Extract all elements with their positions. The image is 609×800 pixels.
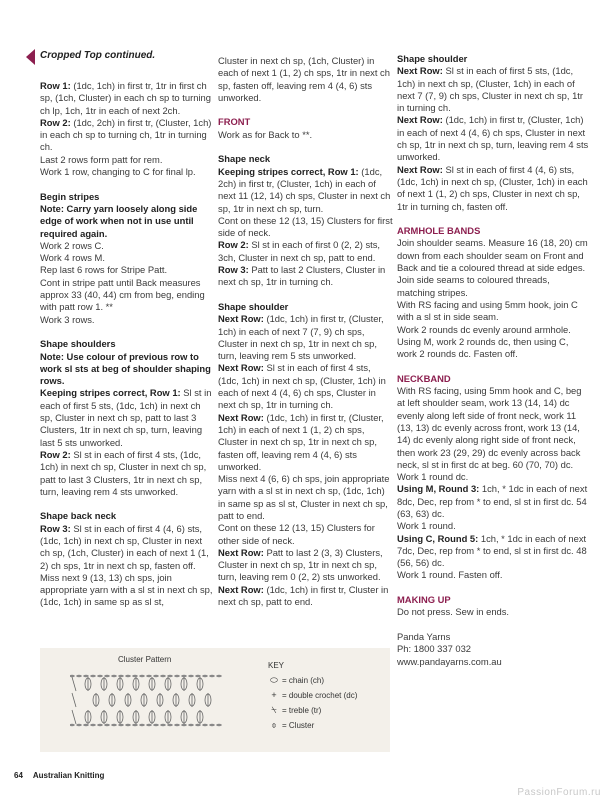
treble-mark [72, 710, 76, 724]
section [40, 338, 214, 498]
key-entry [268, 718, 357, 733]
instruction-text: (1dc, 1ch) in first tr, (Cluster, 1ch) in each of next 7 (7, 9) ch sps, Cluster in next ch sp, 1tr in next ch sp, turn, leaving rem 5 sts unworked. [218, 313, 384, 362]
instruction-paragraph [397, 65, 589, 114]
instruction-paragraph [40, 387, 214, 448]
chain-mark [125, 675, 131, 678]
instruction-text: (1dc, 2ch) in first tr, (Cluster, 1ch) in each of next 11 (12, 14) ch sps, Cluster in next ch sp, 1tr in next ch sp, turn. [218, 165, 391, 214]
instruction-label: Row 3: [218, 264, 249, 276]
instruction-text: With RS facing and using 5mm hook, join C with a sl st in side seam. [397, 298, 578, 323]
instruction-label: Keeping stripes correct, Row 1: [40, 387, 181, 399]
instruction-text: Miss next 4 (6, 6) ch sps, join appropriate yarn with a sl st in next ch sp, (1dc, 1ch) in same sp as sl st, Cluster in next ch sp, patt to end. [218, 473, 390, 521]
instruction-paragraph [40, 252, 214, 264]
section-heading: Shape back neck [40, 510, 117, 522]
instruction-paragraph [40, 277, 214, 314]
section [218, 116, 393, 141]
section [397, 594, 589, 619]
treble-mark [72, 677, 76, 691]
instruction-paragraph [397, 533, 589, 570]
chain-icon: ⬭ [270, 675, 278, 685]
chain-mark [153, 724, 159, 727]
instruction-text: Do not press. Sew in ends. [397, 606, 510, 618]
instruction-text: Sl st in each of first 4 sts, (1dc, 1ch) in next ch sp, Cluster in next ch sp, patt to last 3 Clusters, 1tr in next ch sp, turn, leaving rem 4 sts unworked. [40, 448, 207, 497]
chain-mark [118, 675, 124, 678]
chain-mark [70, 724, 75, 727]
instruction-label: Note: Use colour of previous row to work sl sts at beg of shoulder shaping rows. [40, 350, 211, 387]
instruction-text: Last 2 rows form patt for rem. [40, 153, 163, 165]
instruction-label: Next Row: [218, 313, 264, 325]
diagram-key [268, 658, 357, 733]
chain-mark [216, 675, 222, 678]
instruction-paragraph [397, 471, 589, 483]
instruction-text: 1ch, * 1dc in each of next 7dc, Dec, rep from * to end, sl st in first dc. 48 (56, 56) dc. [397, 532, 587, 569]
chain-mark [76, 724, 82, 727]
chain-mark [181, 724, 187, 727]
instruction-text: Panda Yarns [397, 630, 451, 642]
chain-mark [104, 675, 110, 678]
column-3 [397, 53, 589, 680]
instruction-text: Cont on these 12 (13, 15) Clusters for first side of neck. [218, 214, 393, 239]
instruction-text: Using M, work 2 rounds dc, then using C, work 2 rounds dc. Fasten off. [397, 335, 569, 360]
instruction-paragraph [40, 80, 214, 117]
instruction-text: Cont on these 12 (13, 15) Clusters for other side of neck. [218, 522, 375, 546]
instruction-paragraph [397, 237, 589, 298]
instruction-paragraph [218, 264, 393, 289]
instruction-text: Rep last 6 rows for Stripe Patt. [40, 264, 168, 276]
section-heading: MAKING UP [397, 594, 451, 606]
instruction-text: Patt to last 2 Clusters, Cluster in next ch sp, 1tr in turning ch. [218, 264, 386, 288]
chain-mark [209, 724, 215, 727]
treble-icon: ⍀ [271, 705, 277, 715]
section [218, 301, 393, 608]
key-label: = treble (tr) [282, 706, 322, 715]
page-footer [14, 771, 112, 780]
instruction-paragraph [397, 299, 589, 324]
chain-mark [111, 724, 117, 727]
section [218, 55, 393, 104]
chain-mark [167, 675, 173, 678]
instruction-paragraph [218, 215, 393, 240]
instruction-text: (1dc, 1ch) in first tr, 1tr in first ch sp, (1ch, Cluster) in each ch sp to turning ch lp, 1ch, 1tr in each of next 2ch. [40, 80, 211, 116]
instruction-text: Work as for Back to **. [218, 128, 313, 140]
instruction-text: With RS facing, using 5mm hook and C, beg at left shoulder seam, work 13 (14, 14) dc evenly along left side of front neck, work 11 (13, 13) dc evenly across front, work 13 (14, 14) dc evenly along right side of front neck, then work 23 (29, 29) dc evenly across back neck, sl st in first dc at beg. 60 (70, 70) dc. [397, 385, 582, 470]
section [218, 153, 393, 288]
continued-arrow-icon [26, 49, 35, 65]
instruction-text: Patt to last 2 (3, 3) Clusters, Cluster in next ch sp, 1tr in next ch sp, turn, leaving rem 0 (2, 2) sts unworked. [218, 546, 383, 583]
chain-mark [160, 724, 166, 727]
instruction-paragraph [40, 523, 214, 572]
instruction-paragraph [40, 572, 214, 609]
instruction-text: 1ch, * 1dc in each of next 8dc, Dec, rep from * to end, sl st in first dc. 54 (63, 63) dc. [397, 483, 588, 519]
chain-mark [97, 724, 103, 727]
instruction-paragraph [40, 154, 214, 166]
chain-mark [111, 675, 117, 678]
chain-mark [209, 675, 215, 678]
key-entry [268, 688, 357, 703]
instruction-paragraph [397, 656, 589, 668]
chain-mark [160, 675, 166, 678]
chain-mark [188, 724, 194, 727]
chain-mark [90, 724, 96, 727]
chain-mark [195, 675, 201, 678]
chain-mark [97, 675, 103, 678]
chain-mark [202, 724, 208, 727]
instruction-label: Row 2: [40, 448, 71, 460]
cluster-icon: ⌽ [271, 720, 277, 730]
cluster-pattern-chart [70, 672, 230, 732]
key-entry [268, 673, 357, 688]
instruction-label: Row 2: [40, 116, 71, 128]
instruction-paragraph [40, 264, 214, 276]
instruction-label: Using M, Round 3: [397, 483, 480, 495]
chain-mark [174, 675, 180, 678]
instruction-paragraph [397, 324, 589, 336]
instruction-paragraph [218, 313, 393, 362]
instruction-paragraph [397, 385, 589, 471]
instruction-label: Next Row: [218, 362, 264, 374]
instruction-label: Next Row: [397, 114, 443, 126]
instruction-label: Row 3: [40, 522, 71, 534]
magazine-name: Australian Knitting [32, 771, 105, 780]
instruction-paragraph [218, 473, 393, 522]
chain-mark [139, 675, 145, 678]
instruction-paragraph [397, 569, 589, 581]
instruction-text: www.pandayarns.com.au [397, 655, 502, 667]
key-entry [268, 703, 357, 718]
instruction-text: Sl st in each of first 4 sts, (1dc, 1ch) in next ch sp, (Cluster, 1ch) in each of next 4 (4, 6) ch sps, Cluster in next ch sp, 1tr in turning ch. [218, 362, 386, 411]
instruction-text: (1dc, 1ch) in first tr, Cluster in next ch sp, patt to end. [218, 583, 389, 608]
chain-mark [118, 724, 124, 727]
instruction-paragraph [397, 336, 589, 361]
instruction-text: Sl st in each of first 0 (2, 2) sts, 3ch, Cluster in next ch sp, patt to end. [218, 239, 381, 263]
section-heading: Begin stripes [40, 190, 100, 202]
chain-mark [139, 724, 145, 727]
chain-mark [146, 675, 152, 678]
section [40, 191, 214, 326]
instruction-paragraph [40, 351, 214, 388]
section [40, 80, 214, 178]
instruction-paragraph [397, 643, 589, 655]
chain-mark [174, 724, 180, 727]
page-title: Cropped Top continued. [40, 50, 156, 61]
instruction-label: Row 1: [40, 80, 71, 91]
instruction-paragraph [218, 129, 393, 141]
instruction-label: Note: Carry yarn loosely along side edge of work when not in use until required again. [40, 202, 198, 239]
instruction-text: Sl st in each of first 4 (4, 6) sts, (1dc, 1ch) in next ch sp, Cluster in next ch sp, (1ch, Cluster) in each of next 1 (1, 2) ch sps, 1tr in next ch sp, fasten off. [40, 522, 209, 571]
instruction-text: (1dc, 2ch) in first tr, (Cluster, 1ch) in each ch sp to turning ch, 1tr in turning ch. [40, 116, 212, 153]
treble-mark [72, 693, 76, 707]
instruction-text: Work 1 round dc. [397, 471, 469, 483]
section-heading: Shape shoulders [40, 338, 116, 350]
instruction-paragraph [218, 55, 393, 104]
instruction-paragraph [218, 239, 393, 264]
instruction-text: Miss next 9 (13, 13) ch sps, join appropriate yarn with a sl st in next ch sp, (1dc, 1ch) in same sp as sl st, [40, 571, 213, 608]
chain-mark [167, 724, 173, 727]
instruction-paragraph [397, 520, 589, 532]
column-1 [40, 80, 214, 621]
instruction-text: Sl st in each of first 4 (4, 6) sts, (1dc, 1ch) in next ch sp, (Cluster, 1ch) in each of next 1 (1, 2) ch sps, Cluster in next ch sp, 1tr in turning ch, fasten off. [397, 163, 588, 212]
instruction-text: (1dc, 1ch) in first tr, (Cluster, 1ch) in each of next 1 (1, 2) ch sps, Cluster in next ch sp, 1tr in next ch sp, fasten off, leaving rem 4 (4, 6) sts unworked. [218, 411, 384, 472]
section [40, 510, 214, 608]
diagram-title: Cluster Pattern [118, 655, 172, 664]
instruction-paragraph [40, 117, 214, 154]
chain-mark [132, 724, 138, 727]
instruction-text: Work 1 row, changing to C for final lp. [40, 166, 196, 178]
chain-mark [188, 675, 194, 678]
instruction-paragraph [397, 164, 589, 213]
section [397, 631, 589, 668]
key-title: KEY [268, 661, 285, 670]
chain-mark [125, 724, 131, 727]
instruction-paragraph [397, 114, 589, 163]
instruction-text: Work 3 rows. [40, 313, 95, 325]
section [397, 53, 589, 213]
instruction-text: Join shoulder seams. Measure 16 (18, 20) cm down from each shoulder seam on Front and Back and tie a coloured thread at side edges. Join side seams to coloured threads, matching stripes. [397, 237, 588, 298]
instruction-paragraph [218, 547, 393, 584]
instruction-text: Cluster in next ch sp, (1ch, Cluster) in each of next 1 (1, 2) ch sps, 1tr in next ch sp, fasten off, leaving rem 4 (4, 6) sts unworked. [218, 55, 390, 103]
instruction-paragraph [40, 203, 214, 240]
chain-mark [90, 675, 96, 678]
instruction-paragraph [397, 606, 589, 618]
chain-mark [202, 675, 208, 678]
instruction-text: Cont in stripe patt until Back measures approx 33 (40, 44) cm from beg, ending with patt row 1. ** [40, 276, 205, 313]
instruction-text: Sl st in each of first 5 sts, (1dc, 1ch) in next ch sp, (Cluster, 1ch) in each of next 7 (7, 9) ch sps, Cluster in next ch sp, 1tr in turning ch. [397, 65, 584, 114]
section-heading: FRONT [218, 116, 251, 128]
instruction-text: Work 2 rows C. [40, 239, 104, 251]
instruction-label: Keeping stripes correct, Row 1: [218, 165, 359, 177]
double-crochet-icon: + [271, 690, 277, 700]
instruction-text: Ph: 1800 337 032 [397, 643, 472, 655]
instruction-text: Work 4 rows M. [40, 252, 105, 264]
chain-mark [132, 675, 138, 678]
instruction-text: Work 2 rounds dc evenly around armhole. [397, 323, 571, 335]
section-heading: Shape shoulder [218, 300, 289, 312]
instruction-label: Row 2: [218, 239, 249, 251]
section [397, 373, 589, 582]
instruction-paragraph [40, 314, 214, 326]
chain-mark [83, 724, 89, 727]
instruction-text: Work 1 round. [397, 520, 456, 532]
chain-mark [104, 724, 110, 727]
page-number: 64 [14, 771, 23, 780]
instruction-label: Next Row: [218, 411, 264, 423]
key-label: = chain (ch) [282, 676, 325, 685]
instruction-paragraph [218, 522, 393, 547]
chain-mark [195, 724, 201, 727]
column-2 [218, 55, 393, 621]
chain-mark [153, 675, 159, 678]
instruction-paragraph [218, 166, 393, 215]
chain-mark [83, 675, 89, 678]
instruction-text: (1dc, 1ch) in first tr, (Cluster, 1ch) in each of next 4 (4, 6) ch sps, Cluster in next ch sp, 1tr in next ch sp, turn, leaving rem 4 sts unworked. [397, 114, 589, 163]
instruction-paragraph [397, 483, 589, 520]
instruction-text: Sl st in each of first 5 sts, (1dc, 1ch) in next ch sp, Cluster in next ch sp, patt to last 3 Clusters, 1tr in next ch sp, turn, leaving last 5 sts unworked. [40, 387, 212, 448]
section-heading: Shape neck [218, 153, 271, 165]
section [397, 225, 589, 360]
instruction-label: Next Row: [397, 163, 443, 175]
instruction-paragraph [218, 412, 393, 473]
chain-mark [146, 724, 152, 727]
instruction-label: Using C, Round 5: [397, 532, 479, 544]
chain-mark [181, 675, 187, 678]
watermark: PassionForum.ru [517, 787, 601, 798]
instruction-paragraph [218, 362, 393, 411]
instruction-paragraph [397, 631, 589, 643]
section-heading: ARMHOLE BANDS [397, 225, 481, 237]
instruction-label: Next Row: [218, 583, 264, 595]
instruction-paragraph [40, 166, 214, 178]
instruction-text: Work 1 round. Fasten off. [397, 569, 503, 581]
chain-mark [70, 675, 75, 678]
chain-mark [76, 675, 82, 678]
section-heading: Shape shoulder [397, 53, 468, 64]
section-heading: NECKBAND [397, 372, 451, 384]
key-label: = double crochet (dc) [282, 691, 358, 700]
instruction-paragraph [218, 584, 393, 609]
instruction-label: Next Row: [218, 546, 264, 558]
instruction-paragraph [40, 449, 214, 498]
instruction-paragraph [40, 240, 214, 252]
key-label: = Cluster [282, 721, 315, 730]
chain-mark [216, 724, 222, 727]
instruction-label: Next Row: [397, 65, 443, 77]
